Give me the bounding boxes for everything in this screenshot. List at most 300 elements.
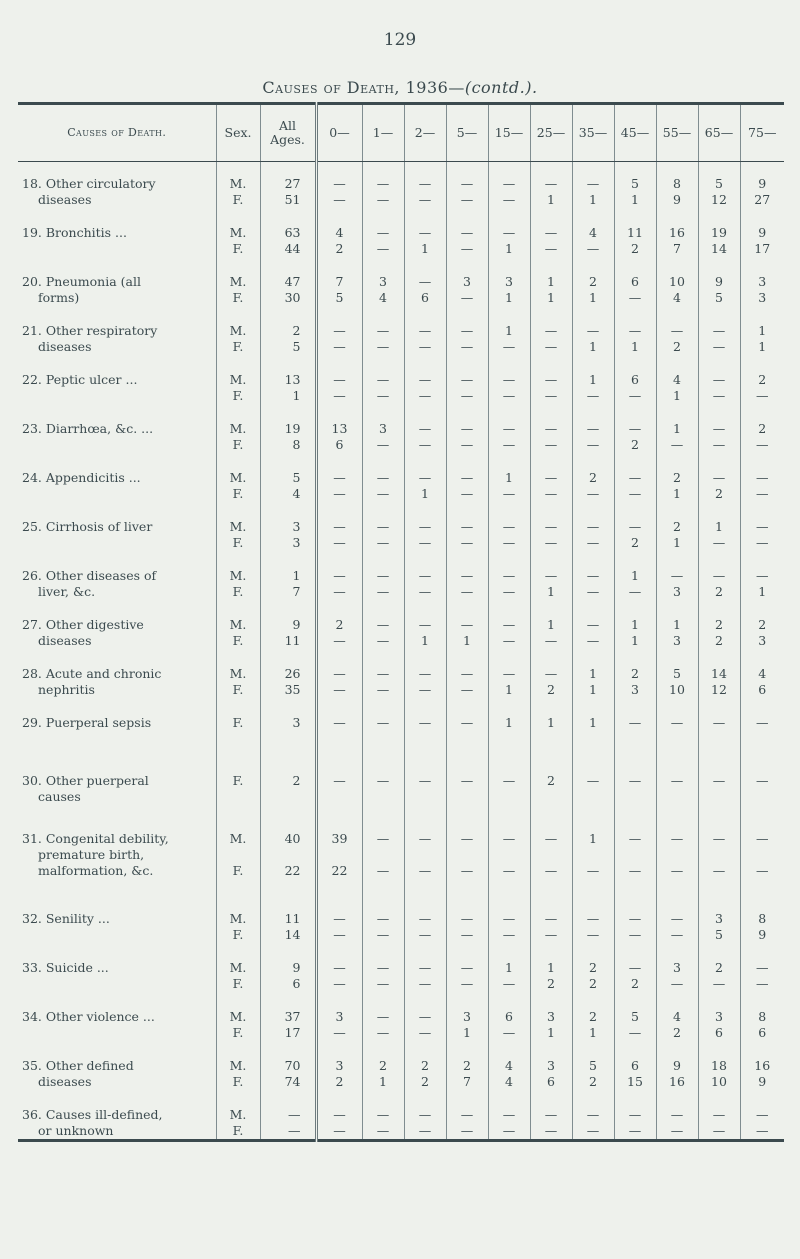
age-count-cell-value: —: [628, 927, 642, 942]
age-count-cell: [362, 759, 404, 817]
age-count-cell: [740, 456, 784, 505]
age-count-cell-value: —: [376, 831, 390, 846]
age-count-cell-value: —: [418, 535, 432, 550]
age-count-cell: [404, 1044, 446, 1093]
age-count-cell: [404, 897, 446, 946]
age-count-cell: [446, 407, 488, 456]
age-count-cell-value: 3: [463, 274, 471, 289]
age-count-cell-value: 1: [673, 388, 681, 403]
age-count-cell-value: —: [502, 773, 516, 788]
age-count-cell: [404, 309, 446, 358]
sex-cell-value: F.: [232, 1025, 244, 1040]
age-count-cell-value: —: [502, 863, 516, 878]
all-ages-cell-value: 3: [292, 535, 301, 550]
age-count-cell-value: —: [712, 535, 726, 550]
age-count-cell: [488, 162, 530, 212]
age-count-cell-value: 2: [715, 584, 723, 599]
age-count-cell: [698, 759, 740, 817]
all-ages-cell-value: 14: [284, 927, 301, 942]
age-count-cell-value: —: [544, 666, 558, 681]
age-count-cell: [614, 554, 656, 603]
sex-cell: [216, 701, 260, 759]
all-ages-cell-value: 5: [292, 339, 301, 354]
age-count-cell: [740, 652, 784, 701]
cause-label: 20. Pneumonia (all: [22, 274, 141, 289]
age-count-cell: [614, 358, 656, 407]
age-count-cell-value: —: [376, 323, 390, 338]
age-count-cell-value: 2: [631, 241, 639, 256]
age-count-cell-value: 2: [758, 421, 767, 436]
age-count-cell-value: 1: [505, 682, 513, 697]
age-count-cell-value: —: [586, 519, 600, 534]
age-count-cell: [698, 456, 740, 505]
all-ages-cell-value: 2: [292, 773, 301, 788]
cause-label: 32. Senility ...: [22, 911, 110, 926]
all-ages-cell: [260, 358, 316, 407]
all-ages-cell-value: 3: [292, 715, 301, 730]
age-count-cell: [488, 897, 530, 946]
age-count-cell: [530, 358, 572, 407]
age-count-cell-value: —: [586, 535, 600, 550]
age-count-cell: [656, 260, 698, 309]
age-count-cell-value: —: [544, 519, 558, 534]
age-count-cell-value: 1: [505, 323, 513, 338]
age-count-cell-value: 1: [547, 274, 555, 289]
age-count-cell-value: 4: [758, 666, 767, 681]
age-count-cell: [488, 1093, 530, 1141]
age-count-cell-value: —: [418, 976, 432, 991]
age-count-cell-value: —: [418, 927, 432, 942]
age-count-cell-value: 15: [627, 1074, 643, 1089]
age-count-cell-value: 2: [631, 976, 639, 991]
sex-cell: [216, 358, 260, 407]
age-count-cell-value: —: [460, 715, 474, 730]
age-count-cell: [656, 817, 698, 897]
sex-cell-value: M.: [229, 323, 247, 338]
header-cause: Causes of Death.: [18, 104, 216, 162]
age-count-cell-value: —: [502, 519, 516, 534]
age-count-cell: [316, 1044, 362, 1093]
all-ages-cell-value: 74: [284, 1074, 301, 1089]
age-count-cell-value: 1: [631, 617, 639, 632]
age-count-cell-value: 16: [669, 225, 685, 240]
age-count-cell-value: —: [756, 388, 769, 403]
age-count-cell-value: —: [544, 911, 558, 926]
age-count-cell-value: 1: [673, 421, 681, 436]
age-count-cell-value: 6: [631, 372, 639, 387]
age-count-cell-value: —: [712, 323, 726, 338]
age-count-cell: [698, 358, 740, 407]
all-ages-cell-value: 11: [284, 911, 301, 926]
cause-cell: [18, 505, 216, 554]
age-count-cell: [698, 407, 740, 456]
sex-cell-value: M.: [229, 568, 247, 583]
age-count-cell: [656, 1044, 698, 1093]
age-count-cell-value: —: [460, 960, 474, 975]
age-count-cell-value: —: [628, 519, 642, 534]
cause-label: premature birth,: [38, 847, 145, 862]
age-count-cell-value: 1: [547, 290, 555, 305]
age-count-cell-value: 19: [711, 225, 727, 240]
age-count-cell-value: —: [586, 323, 600, 338]
age-count-cell-value: —: [418, 1009, 432, 1024]
age-count-cell-value: —: [502, 584, 516, 599]
age-count-cell-value: 1: [547, 1025, 555, 1040]
cause-label: 31. Congenital debility,: [22, 831, 169, 846]
age-count-cell: [404, 817, 446, 897]
age-count-cell: [404, 407, 446, 456]
age-count-cell-value: 1: [547, 584, 555, 599]
age-count-cell-value: 3: [379, 274, 387, 289]
age-count-cell-value: —: [502, 535, 516, 550]
age-count-cell-value: 6: [758, 1025, 767, 1040]
age-count-cell-value: 12: [711, 192, 727, 207]
age-count-cell-value: 1: [505, 241, 513, 256]
age-count-cell: [316, 407, 362, 456]
age-count-cell-value: —: [586, 617, 600, 632]
age-count-cell: [488, 260, 530, 309]
age-count-cell-value: —: [333, 633, 346, 648]
age-count-cell-value: —: [756, 470, 769, 485]
age-count-cell-value: 5: [673, 666, 681, 681]
age-count-cell-value: —: [418, 225, 432, 240]
age-count-cell: [316, 995, 362, 1044]
header-age-group: 15—: [488, 104, 530, 162]
age-count-cell: [698, 897, 740, 946]
age-count-cell-value: 2: [547, 773, 555, 788]
age-count-cell: [740, 1044, 784, 1093]
table-row: [18, 309, 784, 358]
age-count-cell: [740, 995, 784, 1044]
age-count-cell-value: —: [628, 715, 642, 730]
age-count-cell: [656, 505, 698, 554]
age-count-cell-value: —: [376, 976, 390, 991]
age-count-cell: [698, 1093, 740, 1141]
age-count-cell: [446, 309, 488, 358]
age-count-cell-value: 1: [631, 192, 639, 207]
age-count-cell-value: —: [712, 388, 726, 403]
age-count-cell-value: —: [712, 421, 726, 436]
age-count-cell-value: —: [418, 519, 432, 534]
age-count-cell: [698, 309, 740, 358]
age-count-cell: [362, 652, 404, 701]
cause-label: 26. Other diseases of: [22, 568, 157, 583]
age-count-cell-value: —: [418, 421, 432, 436]
age-count-cell-value: —: [502, 486, 516, 501]
age-count-cell-value: —: [712, 372, 726, 387]
age-count-cell-value: —: [670, 323, 684, 338]
age-count-cell: [572, 260, 614, 309]
cause-label: 18. Other circulatory: [22, 176, 156, 191]
age-count-cell: [740, 603, 784, 652]
age-count-cell-value: —: [628, 388, 642, 403]
age-count-cell-value: 8: [673, 176, 681, 191]
age-count-cell: [362, 995, 404, 1044]
sex-cell-value: F.: [232, 773, 244, 788]
age-count-cell-value: —: [460, 1123, 474, 1138]
all-ages-cell-value: 2: [292, 323, 301, 338]
sex-cell-value: M.: [229, 372, 247, 387]
table-row: [18, 505, 784, 554]
age-count-cell: [740, 897, 784, 946]
sex-cell-value: F.: [232, 241, 244, 256]
age-count-cell-value: —: [418, 176, 432, 191]
age-count-cell-value: —: [460, 682, 474, 697]
sex-cell: [216, 554, 260, 603]
sex-cell-value: F.: [232, 1074, 244, 1089]
sex-cell-value: M.: [229, 274, 247, 289]
age-count-cell: [446, 897, 488, 946]
age-count-cell-value: —: [460, 1107, 474, 1122]
age-count-cell: [656, 652, 698, 701]
age-count-cell-value: —: [333, 470, 346, 485]
age-count-cell-value: 9: [758, 1074, 767, 1089]
age-count-cell-value: 2: [673, 1025, 681, 1040]
age-count-cell: [572, 995, 614, 1044]
table-title-contd: (contd.).: [464, 78, 538, 97]
table-row: [18, 211, 784, 260]
age-count-cell: [362, 554, 404, 603]
age-count-cell-value: —: [502, 666, 516, 681]
age-count-cell: [362, 603, 404, 652]
age-count-cell: [572, 1093, 614, 1141]
age-count-cell-value: —: [376, 617, 390, 632]
age-count-cell-value: —: [670, 715, 684, 730]
table-row: [18, 1044, 784, 1093]
age-count-cell-value: —: [502, 831, 516, 846]
age-count-cell-value: —: [756, 863, 769, 878]
age-count-cell-value: —: [586, 1123, 600, 1138]
age-count-cell-value: —: [586, 584, 600, 599]
age-count-cell-value: 8: [758, 911, 767, 926]
age-count-cell-value: 7: [673, 241, 681, 256]
cause-cell: [18, 309, 216, 358]
age-count-cell-value: 1: [631, 339, 639, 354]
age-count-cell: [316, 211, 362, 260]
age-count-cell: [614, 309, 656, 358]
age-count-cell: [530, 260, 572, 309]
age-count-cell: [656, 309, 698, 358]
age-count-cell-value: 1: [505, 290, 513, 305]
age-count-cell-value: —: [460, 241, 474, 256]
age-count-cell-value: —: [333, 388, 346, 403]
age-count-cell-value: —: [376, 1025, 390, 1040]
age-count-cell: [362, 211, 404, 260]
age-count-cell-value: —: [460, 863, 474, 878]
age-count-cell: [740, 554, 784, 603]
cause-cell: [18, 897, 216, 946]
age-count-cell-value: —: [628, 584, 642, 599]
age-count-cell-value: —: [460, 421, 474, 436]
age-count-cell-value: —: [460, 911, 474, 926]
all-ages-cell: [260, 407, 316, 456]
sex-cell-value: F.: [232, 927, 244, 942]
age-count-cell-value: 1: [421, 633, 429, 648]
age-count-cell-value: —: [756, 1107, 769, 1122]
age-count-cell: [698, 817, 740, 897]
age-count-cell-value: 3: [335, 1058, 344, 1073]
all-ages-cell: [260, 701, 316, 759]
sex-cell-value: F.: [232, 715, 244, 730]
age-count-cell: [656, 946, 698, 995]
age-count-cell-value: —: [418, 863, 432, 878]
age-count-cell-value: —: [586, 773, 600, 788]
sex-cell-value: F.: [232, 1123, 244, 1138]
age-count-cell: [404, 260, 446, 309]
cause-label: 23. Diarrhœa, &c. ...: [22, 421, 154, 436]
age-count-cell: [316, 358, 362, 407]
age-count-cell-value: 9: [758, 927, 767, 942]
table-row: [18, 995, 784, 1044]
age-count-cell-value: —: [586, 1107, 600, 1122]
age-count-cell: [740, 505, 784, 554]
age-count-cell-value: 2: [758, 617, 767, 632]
sex-cell-value: M.: [229, 421, 247, 436]
age-count-cell-value: —: [670, 437, 684, 452]
age-count-cell: [404, 1093, 446, 1141]
all-ages-cell: [260, 652, 316, 701]
age-count-cell-value: 1: [547, 617, 555, 632]
age-count-cell: [614, 1093, 656, 1141]
age-count-cell: [446, 358, 488, 407]
sex-cell: [216, 505, 260, 554]
age-count-cell: [316, 260, 362, 309]
age-count-cell: [530, 309, 572, 358]
cause-label: 28. Acute and chronic: [22, 666, 162, 681]
all-ages-cell-value: 44: [284, 241, 301, 256]
age-count-cell-value: 1: [715, 519, 723, 534]
cause-label: diseases: [38, 192, 92, 207]
age-count-cell-value: —: [544, 421, 558, 436]
age-count-cell-value: 4: [335, 225, 344, 240]
age-count-cell-value: —: [756, 831, 769, 846]
table-row: [18, 456, 784, 505]
age-count-cell: [530, 456, 572, 505]
age-count-cell-value: 1: [758, 584, 767, 599]
age-count-cell-value: —: [502, 1107, 516, 1122]
all-ages-cell-value: 40: [284, 831, 301, 846]
age-count-cell: [530, 817, 572, 897]
age-count-cell-value: 4: [505, 1074, 513, 1089]
age-count-cell-value: 2: [335, 241, 344, 256]
age-count-cell-value: —: [418, 715, 432, 730]
age-count-cell: [362, 1044, 404, 1093]
age-count-cell: [740, 211, 784, 260]
age-count-cell: [446, 260, 488, 309]
age-count-cell-value: —: [502, 911, 516, 926]
age-count-cell: [656, 456, 698, 505]
age-count-cell: [698, 1044, 740, 1093]
age-count-cell: [698, 505, 740, 554]
sex-cell: [216, 759, 260, 817]
age-count-cell-value: —: [756, 535, 769, 550]
age-count-cell-value: —: [586, 437, 600, 452]
age-count-cell-value: 1: [505, 715, 513, 730]
sex-cell: [216, 1044, 260, 1093]
age-count-cell-value: —: [712, 715, 726, 730]
age-count-cell: [698, 211, 740, 260]
age-count-cell-value: 3: [335, 1009, 344, 1024]
age-count-cell-value: —: [670, 831, 684, 846]
age-count-cell-value: 1: [463, 633, 471, 648]
age-count-cell-value: —: [376, 519, 390, 534]
sex-cell: [216, 995, 260, 1044]
age-count-cell-value: —: [333, 976, 346, 991]
cause-cell: [18, 260, 216, 309]
age-count-cell: [530, 652, 572, 701]
age-count-cell-value: 1: [505, 470, 513, 485]
age-count-cell: [488, 505, 530, 554]
age-count-cell-value: —: [418, 682, 432, 697]
age-count-cell-value: 6: [631, 1058, 639, 1073]
age-count-cell-value: 2: [589, 470, 597, 485]
header-age-group: 65—: [698, 104, 740, 162]
age-count-cell-value: —: [628, 911, 642, 926]
age-count-cell-value: —: [333, 911, 346, 926]
age-count-cell: [614, 407, 656, 456]
age-count-cell: [698, 995, 740, 1044]
age-count-cell-value: 22: [331, 863, 348, 878]
age-count-cell-value: 6: [421, 290, 429, 305]
sex-cell-value: F.: [232, 976, 244, 991]
age-count-cell-value: 1: [758, 323, 767, 338]
cause-label: 34. Other violence ...: [22, 1009, 155, 1024]
age-count-cell: [488, 995, 530, 1044]
age-count-cell-value: —: [333, 176, 346, 191]
age-count-cell-value: —: [502, 1025, 516, 1040]
age-count-cell-value: 6: [505, 1009, 513, 1024]
age-count-cell-value: 3: [715, 911, 723, 926]
age-count-cell-value: —: [333, 666, 346, 681]
age-count-cell: [316, 309, 362, 358]
age-count-cell-value: 12: [711, 682, 727, 697]
age-count-cell-value: —: [712, 437, 726, 452]
age-count-cell-value: 2: [673, 470, 681, 485]
all-ages-cell: [260, 603, 316, 652]
age-count-cell: [614, 897, 656, 946]
age-count-cell: [316, 456, 362, 505]
age-count-cell-value: 2: [631, 437, 639, 452]
cause-label: 36. Causes ill-defined,: [22, 1107, 163, 1122]
all-ages-cell-value: 11: [284, 633, 301, 648]
age-count-cell-value: —: [460, 486, 474, 501]
age-count-cell-value: —: [628, 1025, 642, 1040]
age-count-cell-value: 10: [711, 1074, 727, 1089]
sex-cell-value: M.: [229, 1058, 247, 1073]
age-count-cell-value: —: [628, 421, 642, 436]
age-count-cell-value: —: [502, 176, 516, 191]
age-count-cell-value: —: [756, 437, 769, 452]
age-count-cell-value: 2: [589, 976, 597, 991]
age-count-cell: [656, 897, 698, 946]
age-count-cell-value: —: [502, 192, 516, 207]
age-count-cell: [656, 759, 698, 817]
all-ages-cell-value: 26: [284, 666, 301, 681]
all-ages-cell-value: 37: [284, 1009, 301, 1024]
age-count-cell-value: —: [376, 863, 390, 878]
cause-cell: [18, 1044, 216, 1093]
age-count-cell-value: —: [460, 831, 474, 846]
cause-cell: [18, 554, 216, 603]
all-ages-cell: [260, 759, 316, 817]
age-count-cell: [488, 554, 530, 603]
age-count-cell: [740, 407, 784, 456]
age-count-cell-value: —: [544, 486, 558, 501]
cause-cell: [18, 162, 216, 212]
age-count-cell: [530, 554, 572, 603]
age-count-cell-value: 3: [758, 633, 767, 648]
age-count-cell: [740, 946, 784, 995]
